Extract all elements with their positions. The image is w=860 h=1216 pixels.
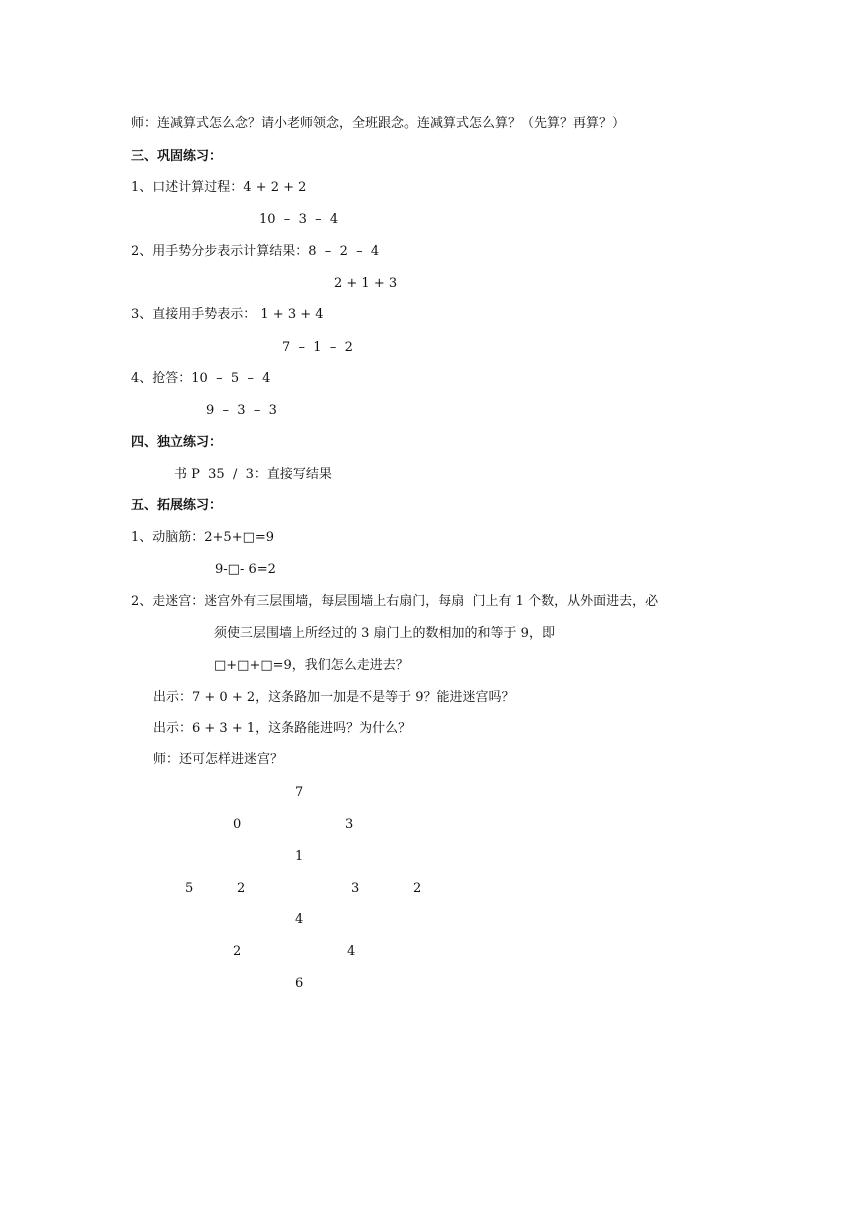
section-heading-independent: 四、独立练习： — [131, 435, 223, 450]
maze-number: 4 — [347, 944, 356, 959]
show-line-1: 出示：7 + 0 + 2，这条路加一加是不是等于 9？能进迷宫吗？ — [153, 690, 515, 705]
exercise-4-line-1: 4、抢答：10 – 5 – 4 — [131, 371, 271, 386]
maze-description-line-2: 须使三层围墙上所经过的 3 扇门上的数相加的和等于 9，即 — [214, 626, 555, 641]
teacher-question-line: 师：连减算式怎么念？请小老师领念，全班跟念。连减算式怎么算？（先算？再算？） — [131, 116, 626, 131]
section-heading-consolidation: 三、巩固练习： — [131, 149, 223, 164]
maze-number: 3 — [345, 817, 354, 832]
maze-number: 0 — [233, 817, 242, 832]
maze-number: 2 — [413, 881, 422, 896]
exercise-2-line-1: 2、用手势分步表示计算结果：8 – 2 – 4 — [131, 244, 380, 259]
maze-description-line-3: □+□+□=9，我们怎么走进去？ — [214, 658, 409, 673]
exercise-1-line-2: 10 – 3 – 4 — [259, 212, 339, 227]
exercise-3-line-2: 7 – 1 – 2 — [282, 340, 353, 355]
maze-number: 7 — [295, 785, 304, 800]
brain-teaser-line-1: 1、动脑筋：2+5+□=9 — [131, 530, 275, 545]
teacher-line-maze: 师：还可怎样进迷宫？ — [153, 752, 284, 767]
maze-description-line-1: 2、走迷宫：迷宫外有三层围墙，每层围墙上右扇门，每扇 门上有 1 个数，从外面进去，必 — [131, 594, 659, 609]
maze-number: 1 — [295, 849, 304, 864]
maze-number: 6 — [295, 976, 304, 991]
maze-number: 2 — [237, 881, 246, 896]
section-heading-extension: 五、拓展练习： — [131, 498, 223, 513]
textbook-reference: 书 P 35 / 3：直接写结果 — [174, 467, 332, 482]
show-line-2: 出示：6 + 3 + 1，这条路能进吗？为什么？ — [153, 721, 412, 736]
maze-number: 4 — [295, 912, 304, 927]
maze-number: 2 — [233, 944, 242, 959]
exercise-4-line-2: 9 – 3 – 3 — [206, 403, 277, 418]
brain-teaser-line-2: 9-□- 6=2 — [215, 562, 276, 577]
exercise-2-line-2: 2 + 1 + 3 — [334, 276, 398, 291]
maze-number: 5 — [185, 881, 194, 896]
exercise-3-line-1: 3、直接用手势表示： 1 + 3 + 4 — [131, 307, 324, 322]
maze-number: 3 — [351, 881, 360, 896]
exercise-1-line-1: 1、口述计算过程：4 + 2 + 2 — [131, 180, 307, 195]
